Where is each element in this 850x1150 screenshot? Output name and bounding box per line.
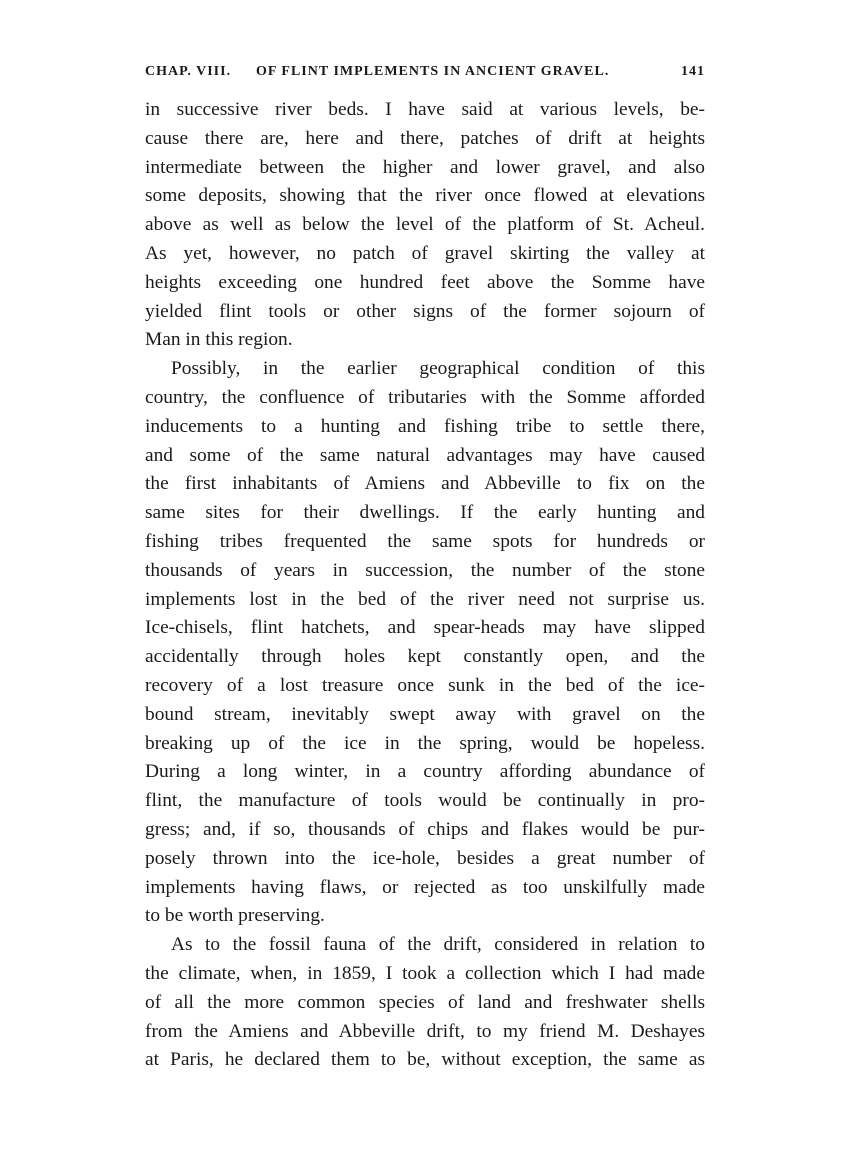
- text-line: recovery of a lost treasure once sunk in the bed of the ice-: [145, 674, 705, 696]
- text-line: of all the more common species of land and freshwater shells: [145, 991, 705, 1013]
- paragraph: [145, 931, 705, 1075]
- text-line: heights exceeding one hundred feet above the Somme have: [145, 271, 705, 293]
- text-line: As yet, however, no patch of gravel skirting the valley at: [145, 242, 705, 264]
- book-page: [145, 58, 705, 1075]
- text-line: to be worth preserving.: [145, 905, 325, 927]
- text-line: bound stream, inevitably swept away with gravel on the: [145, 703, 705, 725]
- text-line: Possibly, in the earlier geographical condition of this: [171, 358, 705, 380]
- paragraph: [145, 96, 705, 355]
- running-head: [145, 58, 705, 86]
- text-line: As to the fossil fauna of the drift, considered in relation to: [171, 934, 705, 956]
- body-text: [145, 96, 705, 1075]
- text-line: thousands of years in succession, the number of the stone: [145, 559, 705, 581]
- text-line: at Paris, he declared them to be, without exception, the same as: [145, 1049, 705, 1071]
- text-line: fishing tribes frequented the same spots for hundreds or: [145, 530, 705, 552]
- text-line: the climate, when, in 1859, I took a collection which I had made: [145, 962, 705, 984]
- text-line: gress; and, if so, thousands of chips and flakes would be pur-: [145, 818, 705, 840]
- text-line: breaking up of the ice in the spring, would be hopeless.: [145, 732, 705, 754]
- text-line: inducements to a hunting and fishing tribe to settle there,: [145, 415, 705, 437]
- text-line: posely thrown into the ice-hole, besides a great number of: [145, 847, 705, 869]
- text-line: and some of the same natural advantages may have caused: [145, 444, 705, 466]
- text-line: flint, the manufacture of tools would be continually in pro-: [145, 790, 705, 812]
- text-line: in successive river beds. I have said at various levels, be-: [145, 99, 705, 120]
- paragraph: [145, 355, 705, 931]
- running-title: OF FLINT IMPLEMENTS IN ANCIENT GRAVEL.: [256, 64, 610, 79]
- text-line: country, the confluence of tributaries with the Somme afforded: [145, 386, 705, 408]
- text-line: above as well as below the level of the platform of St. Acheul.: [145, 214, 705, 236]
- text-line: Ice-chisels, flint hatchets, and spear-heads may have slipped: [145, 617, 705, 639]
- chapter-label: CHAP. VIII.: [145, 64, 232, 79]
- text-line: During a long winter, in a country affording abundance of: [145, 761, 705, 783]
- text-line: the first inhabitants of Amiens and Abbeville to fix on the: [145, 473, 705, 495]
- text-line: some deposits, showing that the river once flowed at elevations: [145, 185, 705, 207]
- text-line: implements lost in the bed of the river need not surprise us.: [145, 588, 705, 610]
- text-line: accidentally through holes kept constantly open, and the: [145, 646, 705, 668]
- text-line: Man in this region.: [145, 329, 293, 351]
- text-line: yielded flint tools or other signs of the former sojourn of: [145, 300, 705, 322]
- text-line: intermediate between the higher and lower gravel, and also: [145, 156, 705, 178]
- text-line: cause there are, here and there, patches of drift at heights: [145, 127, 705, 149]
- page-number: 141: [681, 64, 705, 79]
- text-line: same sites for their dwellings. If the early hunting and: [145, 502, 705, 524]
- text-line: from the Amiens and Abbeville drift, to my friend M. Deshayes: [145, 1020, 705, 1042]
- text-line: implements having flaws, or rejected as too unskilfully made: [145, 876, 705, 898]
